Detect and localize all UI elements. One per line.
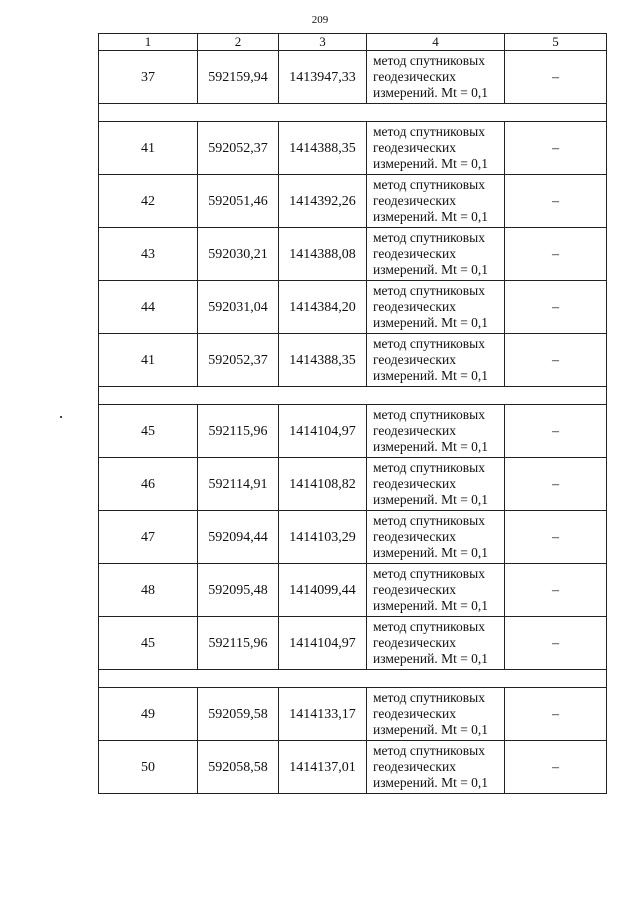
point-number-cell: 46 [99, 458, 198, 511]
table-header-row [99, 34, 607, 51]
method-line: метод спутниковых [373, 690, 485, 705]
method-cell [367, 175, 505, 228]
method-line: метод спутниковых [373, 460, 485, 475]
column-header-5: 5 [505, 34, 607, 51]
method-line: метод спутниковых [373, 283, 485, 298]
method-line: измерений. Mt = 0,1 [373, 598, 489, 613]
table-body [99, 34, 607, 794]
table-row [99, 281, 607, 334]
method-line: геодезических [373, 193, 456, 208]
table-row [99, 617, 607, 670]
method-cell [367, 511, 505, 564]
page-number: 209 [311, 14, 329, 26]
point-number-cell: 49 [99, 688, 198, 741]
note-cell: – [505, 334, 607, 387]
table-separator-row [99, 670, 607, 688]
point-number-cell: 48 [99, 564, 198, 617]
method-cell [367, 688, 505, 741]
x-coordinate-cell: 592030,21 [198, 228, 279, 281]
coordinates-table [98, 33, 607, 794]
method-line: геодезических [373, 582, 456, 597]
method-line: измерений. Mt = 0,1 [373, 439, 489, 454]
note-cell: – [505, 228, 607, 281]
method-line: геодезических [373, 635, 456, 650]
point-number-cell: 41 [99, 122, 198, 175]
point-number-cell: 44 [99, 281, 198, 334]
note-cell: – [505, 51, 607, 104]
y-coordinate-cell: 1414388,35 [279, 122, 367, 175]
method-line: метод спутниковых [373, 566, 485, 581]
table-row [99, 688, 607, 741]
method-line: метод спутниковых [373, 407, 485, 422]
note-cell: – [505, 564, 607, 617]
x-coordinate-cell: 592052,37 [198, 122, 279, 175]
note-cell: – [505, 281, 607, 334]
column-header-2: 2 [198, 34, 279, 51]
method-line: измерений. Mt = 0,1 [373, 545, 489, 560]
method-line: измерений. Mt = 0,1 [373, 651, 489, 666]
note-cell: – [505, 617, 607, 670]
method-line: измерений. Mt = 0,1 [373, 262, 489, 277]
note-cell: – [505, 741, 607, 794]
x-coordinate-cell: 592115,96 [198, 617, 279, 670]
table-row [99, 122, 607, 175]
y-coordinate-cell: 1413947,33 [279, 51, 367, 104]
method-line: измерений. Mt = 0,1 [373, 315, 489, 330]
method-line: метод спутниковых [373, 743, 485, 758]
x-coordinate-cell: 592115,96 [198, 405, 279, 458]
x-coordinate-cell: 592094,44 [198, 511, 279, 564]
method-line: измерений. Mt = 0,1 [373, 156, 489, 171]
method-cell [367, 741, 505, 794]
table-row [99, 334, 607, 387]
method-line: геодезических [373, 246, 456, 261]
y-coordinate-cell: 1414133,17 [279, 688, 367, 741]
method-line: измерений. Mt = 0,1 [373, 775, 489, 790]
x-coordinate-cell: 592051,46 [198, 175, 279, 228]
point-number-cell: 50 [99, 741, 198, 794]
point-number-cell: 37 [99, 51, 198, 104]
table-row [99, 741, 607, 794]
x-coordinate-cell: 592058,58 [198, 741, 279, 794]
y-coordinate-cell: 1414388,35 [279, 334, 367, 387]
x-coordinate-cell: 592159,94 [198, 51, 279, 104]
y-coordinate-cell: 1414388,08 [279, 228, 367, 281]
method-cell [367, 122, 505, 175]
method-cell [367, 51, 505, 104]
scan-speck [60, 416, 62, 418]
note-cell: – [505, 405, 607, 458]
method-line: геодезических [373, 352, 456, 367]
method-line: геодезических [373, 759, 456, 774]
method-cell [367, 228, 505, 281]
method-cell [367, 564, 505, 617]
point-number-cell: 41 [99, 334, 198, 387]
point-number-cell: 42 [99, 175, 198, 228]
x-coordinate-cell: 592052,37 [198, 334, 279, 387]
note-cell: – [505, 175, 607, 228]
method-line: геодезических [373, 476, 456, 491]
y-coordinate-cell: 1414392,26 [279, 175, 367, 228]
point-number-cell: 43 [99, 228, 198, 281]
method-line: измерений. Mt = 0,1 [373, 368, 489, 383]
x-coordinate-cell: 592114,91 [198, 458, 279, 511]
method-line: метод спутниковых [373, 619, 485, 634]
method-cell [367, 405, 505, 458]
table-separator-row [99, 104, 607, 122]
method-cell [367, 458, 505, 511]
method-line: метод спутниковых [373, 513, 485, 528]
table-row [99, 405, 607, 458]
method-line: измерений. Mt = 0,1 [373, 209, 489, 224]
method-line: геодезических [373, 529, 456, 544]
method-cell [367, 617, 505, 670]
method-line: геодезических [373, 299, 456, 314]
method-line: измерений. Mt = 0,1 [373, 492, 489, 507]
y-coordinate-cell: 1414108,82 [279, 458, 367, 511]
y-coordinate-cell: 1414104,97 [279, 617, 367, 670]
column-header-4: 4 [367, 34, 505, 51]
method-line: геодезических [373, 140, 456, 155]
method-line: измерений. Mt = 0,1 [373, 722, 489, 737]
note-cell: – [505, 511, 607, 564]
method-cell [367, 334, 505, 387]
point-number-cell: 45 [99, 405, 198, 458]
method-line: метод спутниковых [373, 177, 485, 192]
separator-cell [99, 104, 607, 122]
y-coordinate-cell: 1414103,29 [279, 511, 367, 564]
table-row [99, 51, 607, 104]
column-header-1: 1 [99, 34, 198, 51]
y-coordinate-cell: 1414104,97 [279, 405, 367, 458]
separator-cell [99, 670, 607, 688]
table-row [99, 511, 607, 564]
table-row [99, 228, 607, 281]
method-line: измерений. Mt = 0,1 [373, 85, 489, 100]
method-line: геодезических [373, 69, 456, 84]
y-coordinate-cell: 1414137,01 [279, 741, 367, 794]
method-line: метод спутниковых [373, 53, 485, 68]
method-cell [367, 281, 505, 334]
point-number-cell: 45 [99, 617, 198, 670]
method-line: метод спутниковых [373, 336, 485, 351]
note-cell: – [505, 122, 607, 175]
y-coordinate-cell: 1414099,44 [279, 564, 367, 617]
table-row [99, 564, 607, 617]
method-line: метод спутниковых [373, 230, 485, 245]
x-coordinate-cell: 592095,48 [198, 564, 279, 617]
x-coordinate-cell: 592031,04 [198, 281, 279, 334]
point-number-cell: 47 [99, 511, 198, 564]
column-header-3: 3 [279, 34, 367, 51]
method-line: метод спутниковых [373, 124, 485, 139]
method-line: геодезических [373, 423, 456, 438]
table-row [99, 175, 607, 228]
note-cell: – [505, 688, 607, 741]
note-cell: – [505, 458, 607, 511]
y-coordinate-cell: 1414384,20 [279, 281, 367, 334]
table-separator-row [99, 387, 607, 405]
method-line: геодезических [373, 706, 456, 721]
x-coordinate-cell: 592059,58 [198, 688, 279, 741]
separator-cell [99, 387, 607, 405]
table-row [99, 458, 607, 511]
